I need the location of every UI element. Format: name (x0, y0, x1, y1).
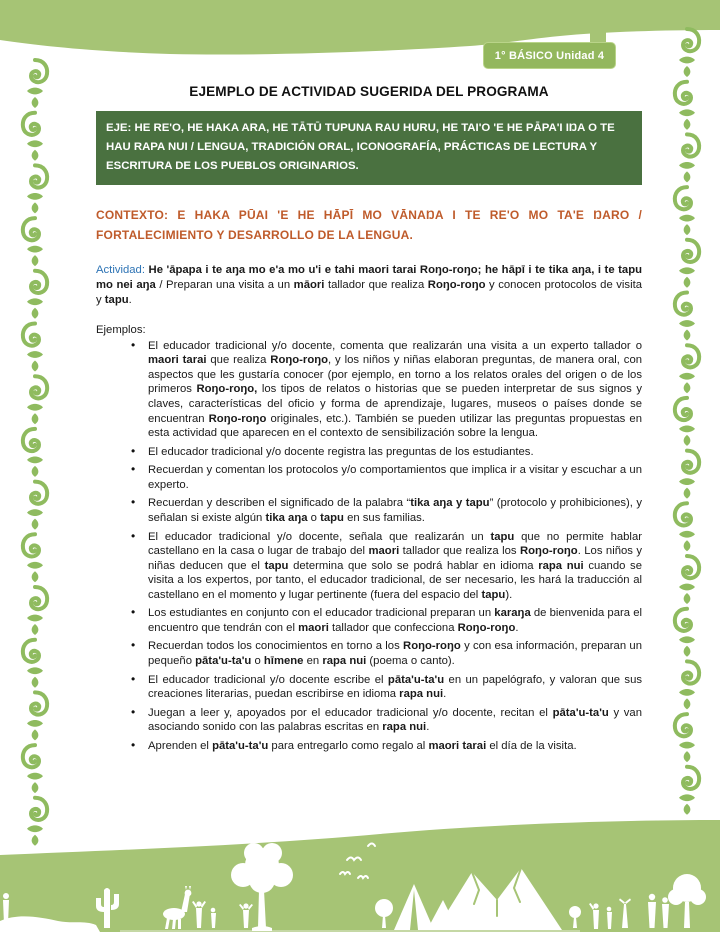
example-item: • El educador tradicional y/o docente registra las preguntas de los estudiantes. (148, 445, 642, 460)
example-item: • El educador tradicional y/o docente escribe el pāta'u-ta'u en un papelógrafo, y valoran que sus creaciones literarias, puedan escribirse en idioma rapa nui. (148, 673, 642, 702)
examples-label: Ejemplos: (96, 323, 146, 336)
koru-border-left-icon (20, 56, 50, 846)
example-item: • El educador tradicional y/o docente, comenta que realizarán una visita a un experto tallador o maori tarai que realiza Roŋo-roŋo, y los niños y niñas elaboran preguntas, de manera oral, con aspectos que les gustaría conocer (por ejemplo, en torno a los relatos orales del origen o de los primeros Roŋo-roŋo, los tipos de relatos o historias que se pueden interpretar de sus signos y claves, características del oficio y forma de aprendizaje, lugares, museos o países donde se encuentran Roŋo-roŋo originales, etc.). También se pueden utilizar las preguntas propuestas en esta actividad que aparecen en el contexto de sensibilización sobre la lengua. (148, 339, 642, 441)
example-item: • Juegan a leer y, apoyados por el educador tradicional y/o docente, recitan el pāta'u-ta'u y van asociando sonido con las palabras escritas en rapa nui. (148, 706, 642, 735)
example-item: • Recuerdan todos los conocimientos en torno a los Roŋo-roŋo y con esa información, preparan un pequeño pāta'u-ta'u o hīmene en rapa nui (poema o canto). (148, 639, 642, 668)
eje-banner (96, 111, 642, 185)
koru-border-right-icon (672, 25, 702, 815)
unit-badge-label: 1° BÁSICO Unidad 4 (494, 49, 605, 62)
example-item: • Recuerdan y describen el significado de la palabra “tika aŋa y tapu” (protocolo y prohibiciones), y señalan si existe algún tika aŋa o tapu en sus familias. (148, 496, 642, 525)
landscape-silhouette-band (0, 820, 720, 932)
example-item: • Aprenden el pāta'u-ta'u para entregarlo como regalo al maori tarai el día de la visita. (148, 739, 642, 754)
actividad-paragraph: Actividad: He 'āpapa i te aŋa mo e'a mo u'i e tahi maori tarai Roŋo-roŋo; he hāpī i te tika aŋa, i te tapu mo nei aŋa / Preparan una visita a un māori tallador que realiza Roŋo-roŋo y conocen protocolos de visita y tapu. (96, 263, 643, 306)
eje-banner-text: EJE: HE RE'O, HE HAKA ARA, HE TĀTŪ TUPUNA RAU HURU, HE TAI'O 'E HE PĀPA'I IŊA O TE HAU RAPA NUI / LENGUA, TRADICIÓN ORAL, ICONOGRAFÍA, PRÁCTICAS DE LECTURA Y ESCRITURA DE LOS PUEBLOS ORIGINARIOS. (106, 122, 615, 173)
contexto-paragraph: CONTEXTO: E HAKA PŪAI 'E HE HĀPĪ MO VĀNAŊA I TE RE'O MO TA'E ŊARO / FORTALECIMIENTO Y DESARROLLO DE LA LENGUA. (96, 208, 642, 242)
example-item: • Los estudiantes en conjunto con el educador tradicional preparan un karaŋa de bienvenida para el encuentro que tendrán con el maori tallador que confecciona Roŋo-roŋo. (148, 606, 642, 635)
example-item: • Recuerdan y comentan los protocolos y/o comportamientos que implica ir a visitar y escuchar a un experto. (148, 463, 642, 492)
unit-badge (483, 42, 616, 69)
example-item: • El educador tradicional y/o docente, señala que realizarán un tapu que no permite hablar castellano en la casa o lugar de trabajo del maori tallador que realiza los Roŋo-roŋo. Los niños y niñas deducen que el tapu determina que solo se podrá hablar en idioma rapa nui cuando se visita a los expertos, por tanto, el educador tradicional, de ser necesario, les hará la traducción al castellano en el momento y lugar pertinente (fuera del espacio del tapu). (148, 530, 642, 603)
page-title: EJEMPLO DE ACTIVIDAD SUGERIDA DEL PROGRAMA (189, 84, 549, 99)
document-content (96, 84, 642, 757)
examples-list (96, 339, 642, 754)
